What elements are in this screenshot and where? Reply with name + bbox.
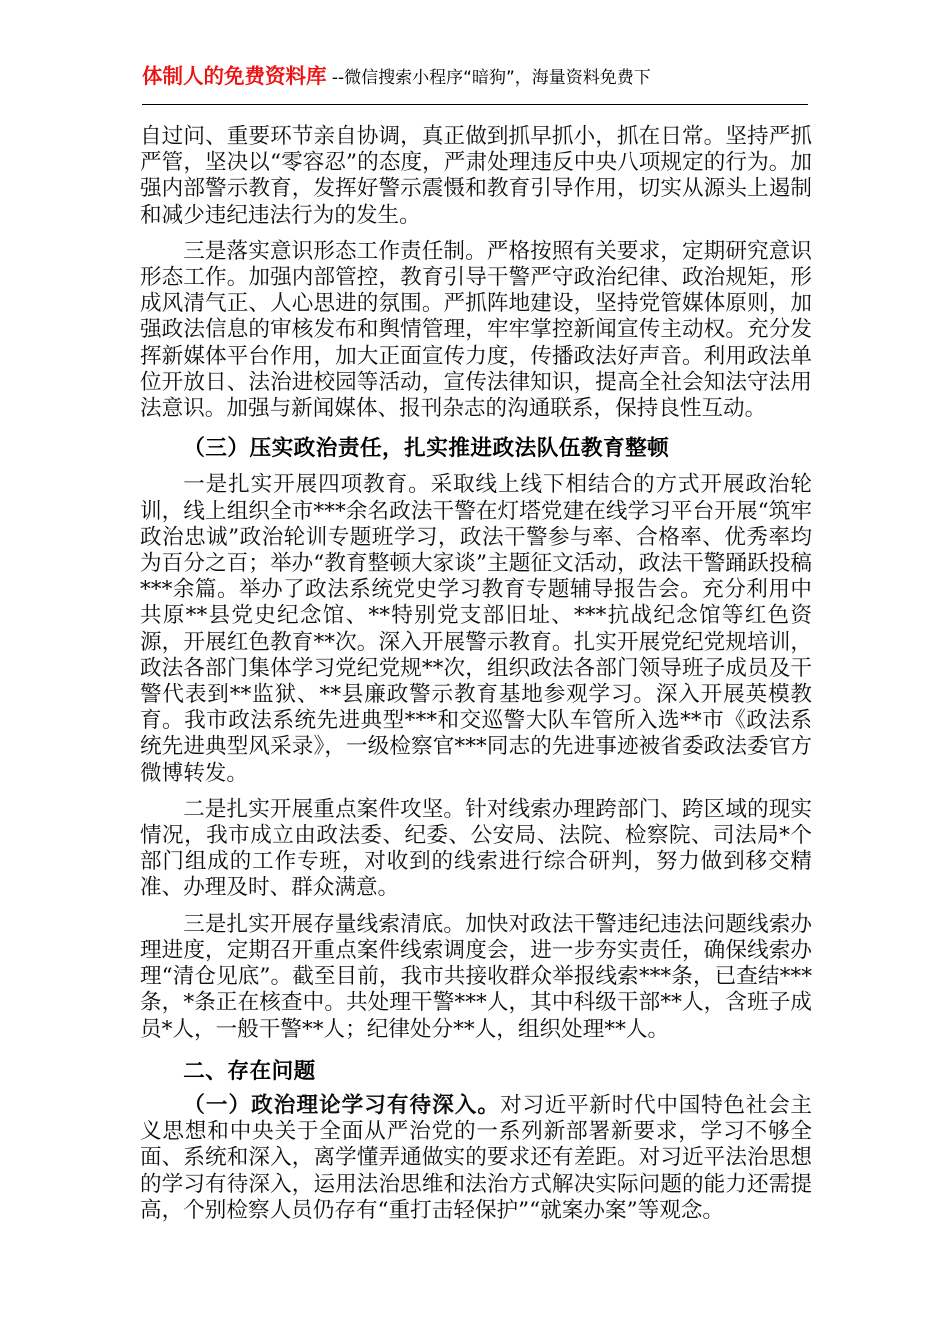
paragraph-with-lead xyxy=(140,1093,812,1224)
paragraph-continued: 自过问、重要环节亲自协调，真正做到抓早抓小，抓在日常。坚持严抓严管，坚决以“零容忍”的态度，严肃处理违反中央八项规定的行为。加强内部警示教育，发挥好警示震慑和教育引导作用，切实从源头上遏制和减少违纪违法行为的发生。 xyxy=(140,124,812,228)
watermark-promo-text: --微信搜索小程序“暗狗”，海量资料免费下 xyxy=(326,68,651,88)
header-divider-rule xyxy=(142,104,808,105)
document-body xyxy=(140,124,812,1224)
paragraph: 三是扎实开展存量线索清底。加快对政法干警违纪违法问题线索办理进度，定期召开重点案件线索调度会，进一步夯实责任，确保线索办理“清仓见底”。截至目前，我市共接收群众举报线索***条，已查结***条，*条正在核查中。共处理干警***人，其中科级干部**人，含班子成员*人，一般干警**人；纪律处分**人，组织处理**人。 xyxy=(140,911,812,1042)
paragraph: 一是扎实开展四项教育。采取线上线下相结合的方式开展政治轮训，线上组织全市***余名政法干警在灯塔党建在线学习平台开展“筑牢政治忠诚”政治轮训专题班学习，政法干警参与率、合格率、优秀率均为百分之百；举办“教育整顿大家谈”主题征文活动，政法干警踊跃投稿***余篇。举办了政法系统党史学习教育专题辅导报告会。充分利用中共原**县党史纪念馆、**特别党支部旧址、***抗战纪念馆等红色资源，开展红色教育**次。深入开展警示教育。扎实开展党纪党规培训，政法各部门集体学习党纪党规**次，组织政法各部门领导班子成员及干警代表到**监狱、**县廉政警示教育基地参观学习。深入开展英模教育。我市政法系统先进典型***和交巡警大队车管所入选**市《政法系统先进典型风采录》，一级检察官***同志的先进事迹被省委政法委官方微博转发。 xyxy=(140,472,812,786)
paragraph: 三是落实意识形态工作责任制。严格按照有关要求，定期研究意识形态工作。加强内部管控，教育引导干警严守政治纪律、政治规矩，形成风清气正、人心思进的氛围。严抓阵地建设，坚持党管媒体原则，加强政法信息的审核发布和舆情管理，牢牢掌控新闻宣传主动权。充分发挥新媒体平台作用，加大正面宣传力度，传播政法好声音。利用政法单位开放日、法治进校园等活动，宣传法律知识，提高全社会知法守法用法意识。加强与新闻媒体、报刊杂志的沟通联系，保持良性互动。 xyxy=(140,238,812,422)
watermark-header xyxy=(142,66,808,93)
watermark-brand-text: 体制人的免费资料库 xyxy=(142,64,327,88)
paragraph: 二是扎实开展重点案件攻坚。针对线索办理跨部门、跨区域的现实情况，我市成立由政法委、纪委、公安局、法院、检察院、司法局*个部门组成的工作专班，对收到的线索进行综合研判，努力做到移交精准、办理及时、群众满意。 xyxy=(140,796,812,901)
paragraph-lead-in: （一）政治理论学习有待深入。 xyxy=(183,1092,501,1118)
section-heading-three: （三）压实政治责任，扎实推进政法队伍教育整顿 xyxy=(183,436,670,462)
watermark-header-line xyxy=(142,66,808,93)
paragraph-body-text: 对习近平新时代中国特色社会主义思想和中央关于全面从严治党的一系列新部署新要求，学习不够全面、系统和深入，离学懂弄通做实的要求还有差距。对习近平法治思想的学习有待深入，运用法治思维和法治方式解决实际问题的能力还需提高，个别检察人员仍存有“重打击轻保护”“就案办案”等观念。 xyxy=(140,1092,812,1223)
section-heading-problems: 二、存在问题 xyxy=(183,1058,316,1084)
